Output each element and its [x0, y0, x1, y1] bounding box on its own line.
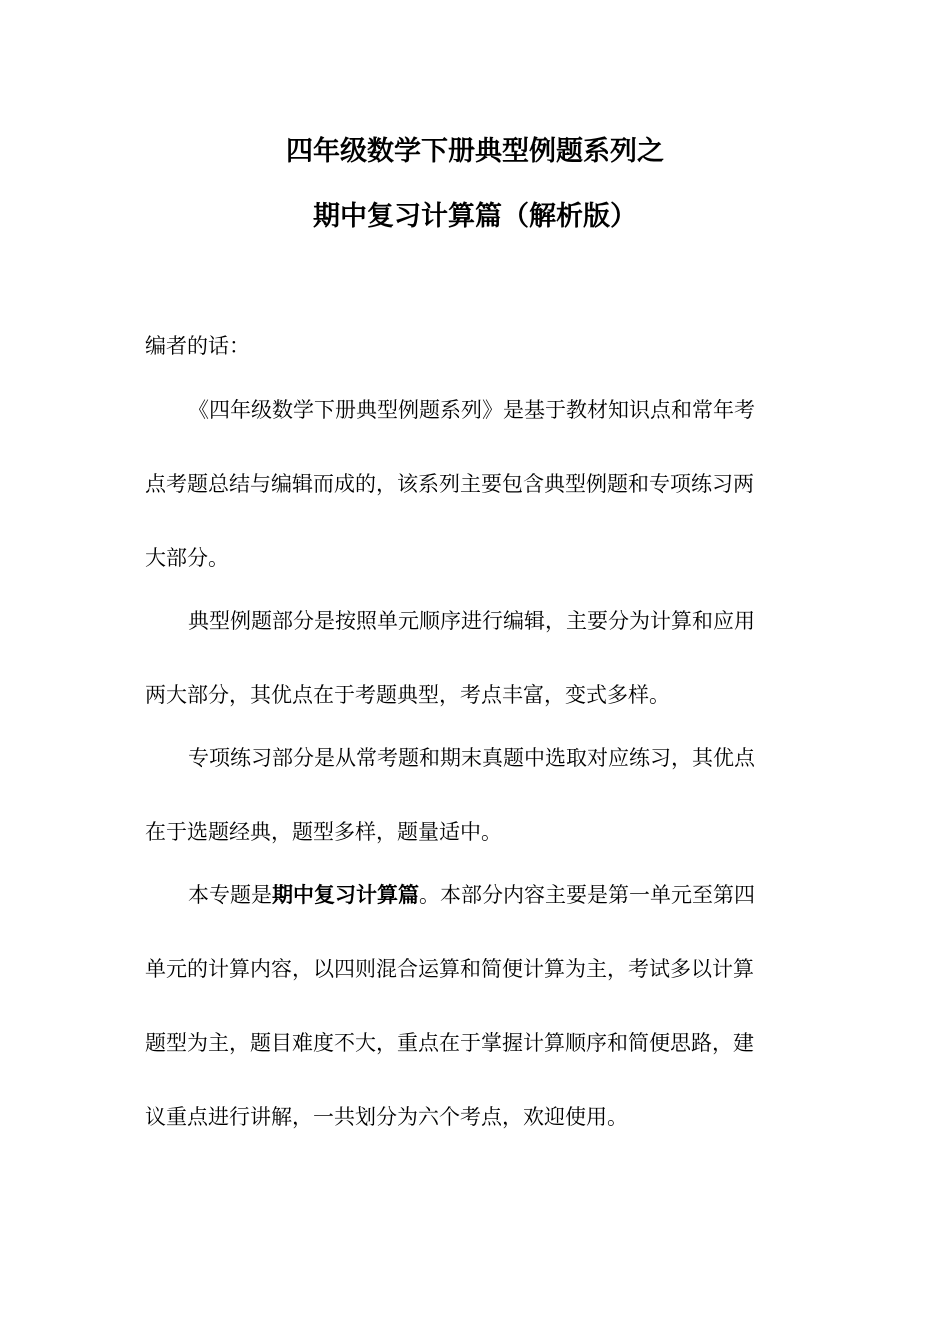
paragraph-2-line-2: 两大部分，其优点在于考题典型，考点丰富，变式多样。 — [145, 683, 670, 707]
document-title-line-1: 四年级数学下册典型例题系列之 — [286, 136, 664, 167]
paragraph-3-line-1: 专项练习部分是从常考题和期末真题中选取对应练习，其优点 — [188, 746, 755, 770]
paragraph-3-line-2: 在于选题经典，题型多样，题量适中。 — [145, 820, 502, 844]
paragraph-4-line-1 — [188, 880, 848, 910]
document-title-line-2: 期中复习计算篇（解析版） — [313, 201, 637, 232]
paragraph-2-line-1: 典型例题部分是按照单元顺序进行编辑，主要分为计算和应用 — [188, 609, 755, 633]
paragraph-1-line-3: 大部分。 — [145, 546, 229, 570]
editor-heading: 编者的话： — [145, 334, 250, 358]
paragraph-1-line-2: 点考题总结与编辑而成的，该系列主要包含典型例题和专项练习两 — [145, 472, 754, 496]
paragraph-4-line-2: 单元的计算内容，以四则混合运算和简便计算为主，考试多以计算 — [145, 957, 754, 981]
paragraph-4-line-3: 题型为主，题目难度不大，重点在于掌握计算顺序和简便思路，建 — [145, 1031, 754, 1055]
paragraph-1-line-1: 《四年级数学下册典型例题系列》是基于教材知识点和常年考 — [188, 398, 755, 422]
paragraph-4-line-4: 议重点进行讲解，一共划分为六个考点，欢迎使用。 — [145, 1105, 628, 1129]
paragraph-4-prefix: 本专题是 — [188, 883, 272, 907]
paragraph-4-suffix: 。本部分内容主要是第一单元至第四 — [419, 883, 755, 907]
topic-name-bold: 期中复习计算篇 — [272, 883, 419, 907]
